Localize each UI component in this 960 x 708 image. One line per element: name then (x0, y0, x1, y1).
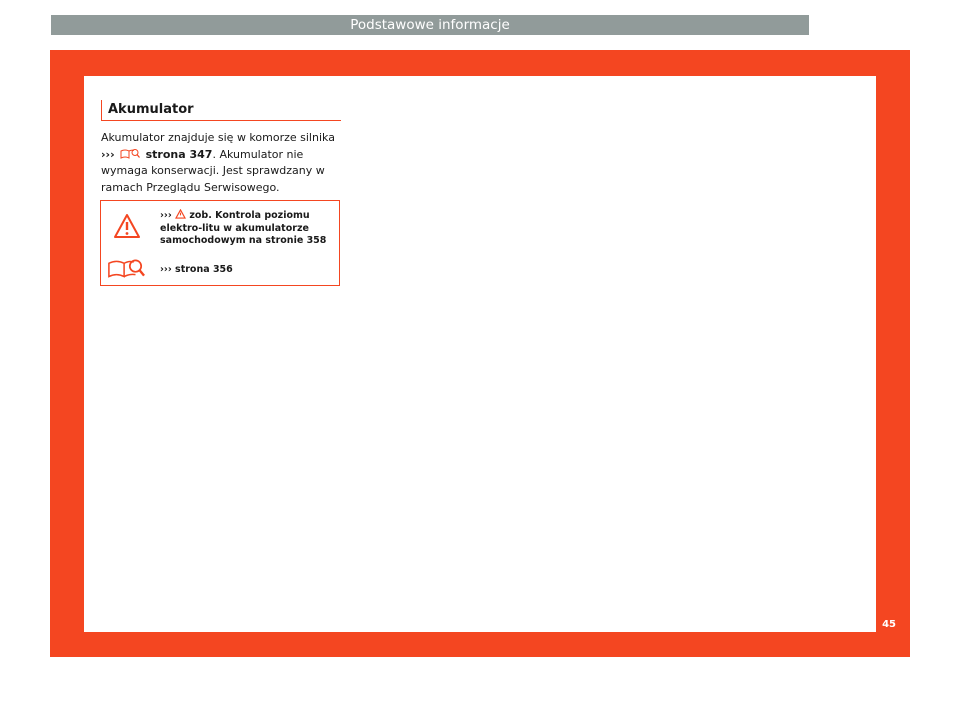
book-magnifier-icon (120, 148, 140, 159)
page-reference-link[interactable]: strona 347 (145, 147, 213, 161)
notice-box (100, 200, 340, 286)
section-body (101, 130, 346, 196)
chapter-header (51, 15, 809, 35)
book-magnifier-icon (107, 257, 145, 279)
section-title: Akumulator (101, 100, 348, 120)
warning-reference[interactable] (160, 209, 338, 248)
warning-reference-text: zob. Kontrola poziomu elektro-litu w akumulatorze samochodowym na stronie 358 (160, 210, 327, 246)
mini-warning-icon (175, 209, 186, 219)
chapter-title: Podstawowe informacje (350, 17, 510, 33)
body-sentence: . Akumulator nie wymaga konserwacji. Jest sprawdzany w ramach Przeglądu Serwisowego. (101, 147, 325, 194)
warning-triangle-icon (113, 213, 141, 239)
reference-arrow: ››› (101, 147, 115, 161)
body-line-1: Akumulator znajduje się w komorze silnika (101, 131, 335, 144)
page-number: 45 (882, 619, 896, 630)
warning-arrow: ››› (160, 210, 172, 221)
info-reference[interactable]: ››› strona 356 (160, 264, 233, 275)
section-title-rule (101, 120, 341, 121)
